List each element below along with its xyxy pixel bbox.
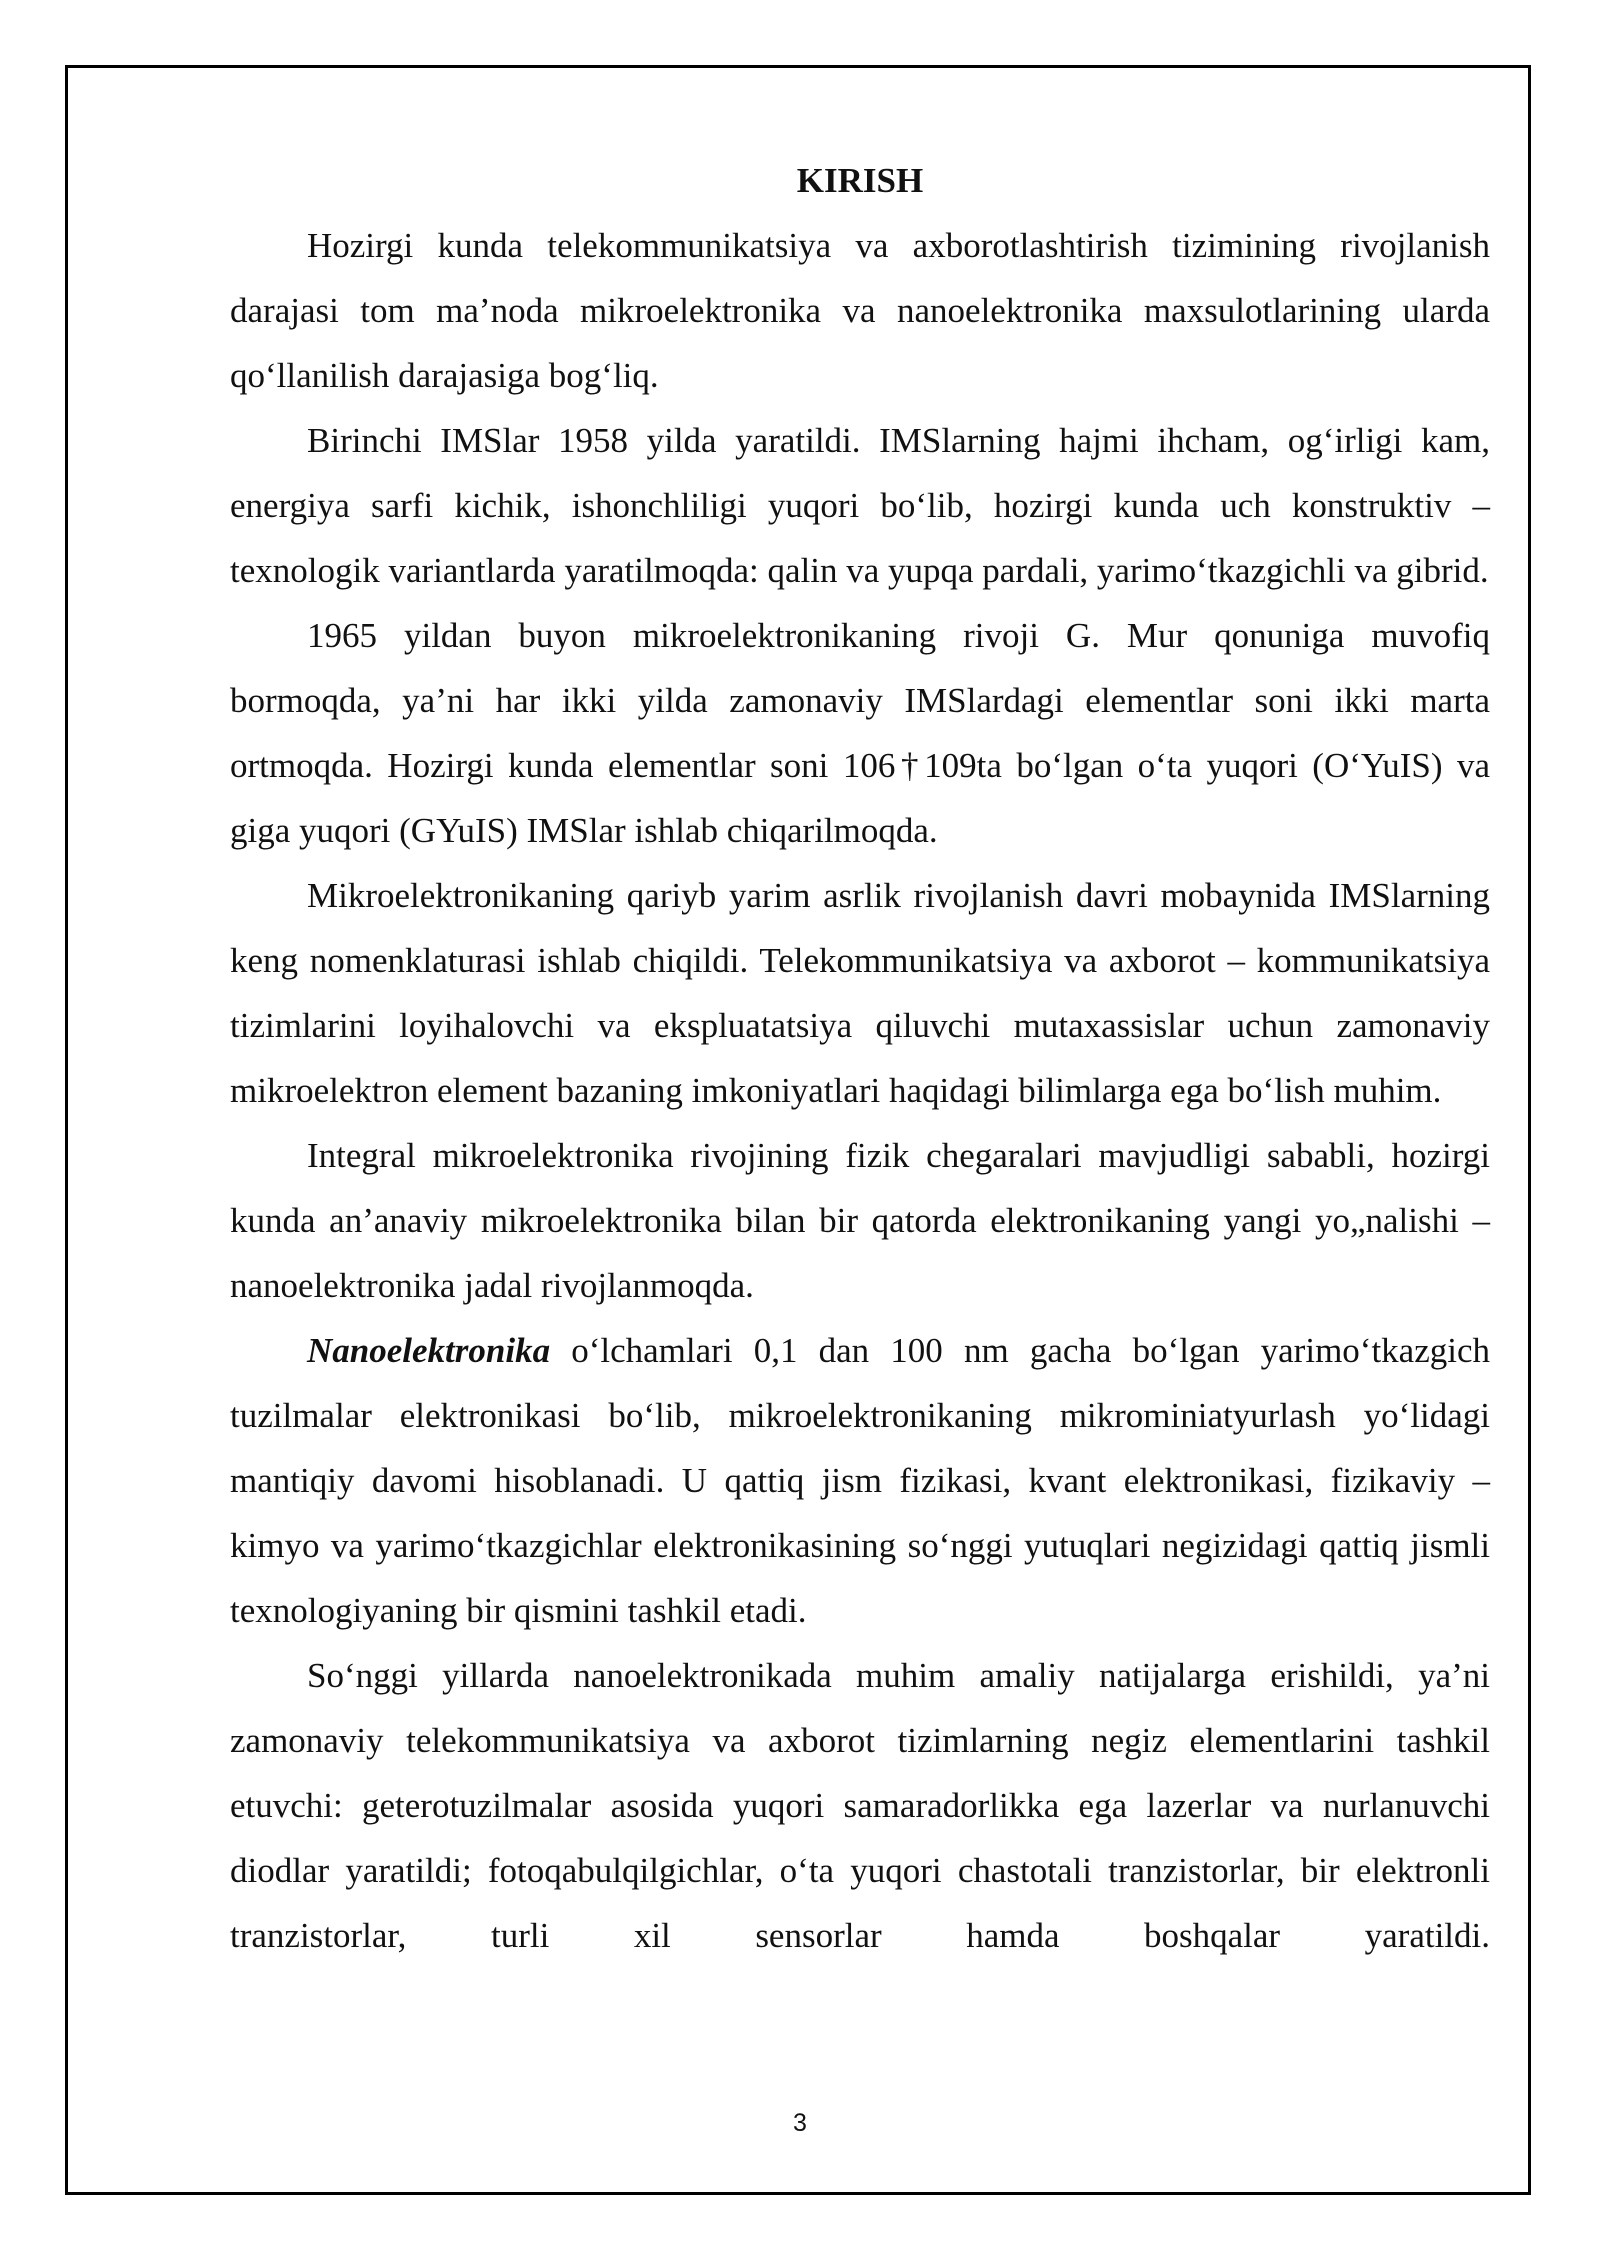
page-number: 3 xyxy=(793,2109,807,2137)
term-nanoelektronika: Nanoelektronika xyxy=(307,1331,551,1370)
section-title: KIRISH xyxy=(796,161,924,200)
paragraph-intro: Hozirgi kunda telekommunikatsiya va axborotlashtirish tizimining rivojlanish darajasi tom ma’noda mikroelektronika va nanoelektronika maxsulotlarining ularda qo‘llanilish darajasiga bog‘liq. xyxy=(230,226,1490,395)
document-body xyxy=(230,148,1490,1968)
definition-text: o‘lchamlari 0,1 dan 100 nm gacha bo‘lgan yarimo‘tkazgich tuzilmalar elektronikasi bo‘lib, mikroelektronikaning mikrominiatyurlash yo‘lidagi mantiqiy davomi hisoblanadi. U qattiq jism fizikasi, kvant elektronikasi, fizikaviy – kimyo va yarimo‘tkazgichlar elektronikasining so‘nggi yutuqlari negizidagi qattiq jismli texnologiyaning bir qismini tashkil etadi. xyxy=(230,1331,1490,1630)
paragraph-first-ics: Birinchi IMSlar 1958 yilda yaratildi. IMSlarning hajmi ihcham, og‘irligi kam, energiya sarfi kichik, ishonchliligi yuqori bo‘lib, hozirgi kunda uch konstruktiv – texnologik variantlarda yaratilmoqda: qalin va yupqa pardali, yarimo‘tkazgichli va gibrid. xyxy=(230,421,1490,590)
paragraph-nanoelectronics-definition xyxy=(230,1318,1490,1643)
paragraph-physical-limits: Integral mikroelektronika rivojining fizik chegaralari mavjudligi sababli, hozirgi kunda an’anaviy mikroelektronika bilan bir qatorda elektronikaning yangi yo„nalishi – nanoelektronika jadal rivojlanmoqda. xyxy=(230,1136,1490,1305)
paragraph-moore-law: 1965 yildan buyon mikroelektronikaning rivoji G. Mur qonuniga muvofiq bormoqda, ya’ni har ikki yilda zamonaviy IMSlardagi elementlar soni ikki marta ortmoqda. Hozirgi kunda elementlar soni 106†109ta bo‘lgan o‘ta yuqori (O‘YuIS) va giga yuqori (GYuIS) IMSlar ishlab chiqarilmoqda. xyxy=(230,616,1490,850)
paragraph-recent-results: So‘nggi yillarda nanoelektronikada muhim amaliy natijalarga erishildi, ya’ni zamonaviy telekommunikatsiya va axborot tizimlarning negiz elementlarini tashkil etuvchi: geterotuzilmalar asosida yuqori samaradorlikka ega lazerlar va nurlanuvchi diodlar yaratildi; fotoqabulqilgichlar, o‘ta yuqori chastotali tranzistorlar, bir elektronli tranzistorlar, turli xil sensorlar hamda boshqalar yaratildi. xyxy=(230,1656,1490,1955)
paragraph-nomenclature: Mikroelektronikaning qariyb yarim asrlik rivojlanish davri mobaynida IMSlarning keng nomenklaturasi ishlab chiqildi. Telekommunikatsiya va axborot – kommunikatsiya tizimlarini loyihalovchi va ekspluatatsiya qiluvchi mutaxassislar uchun zamonaviy mikroelektron element bazaning imkoniyatlari haqidagi bilimlarga ega bo‘lish muhim. xyxy=(230,876,1490,1110)
